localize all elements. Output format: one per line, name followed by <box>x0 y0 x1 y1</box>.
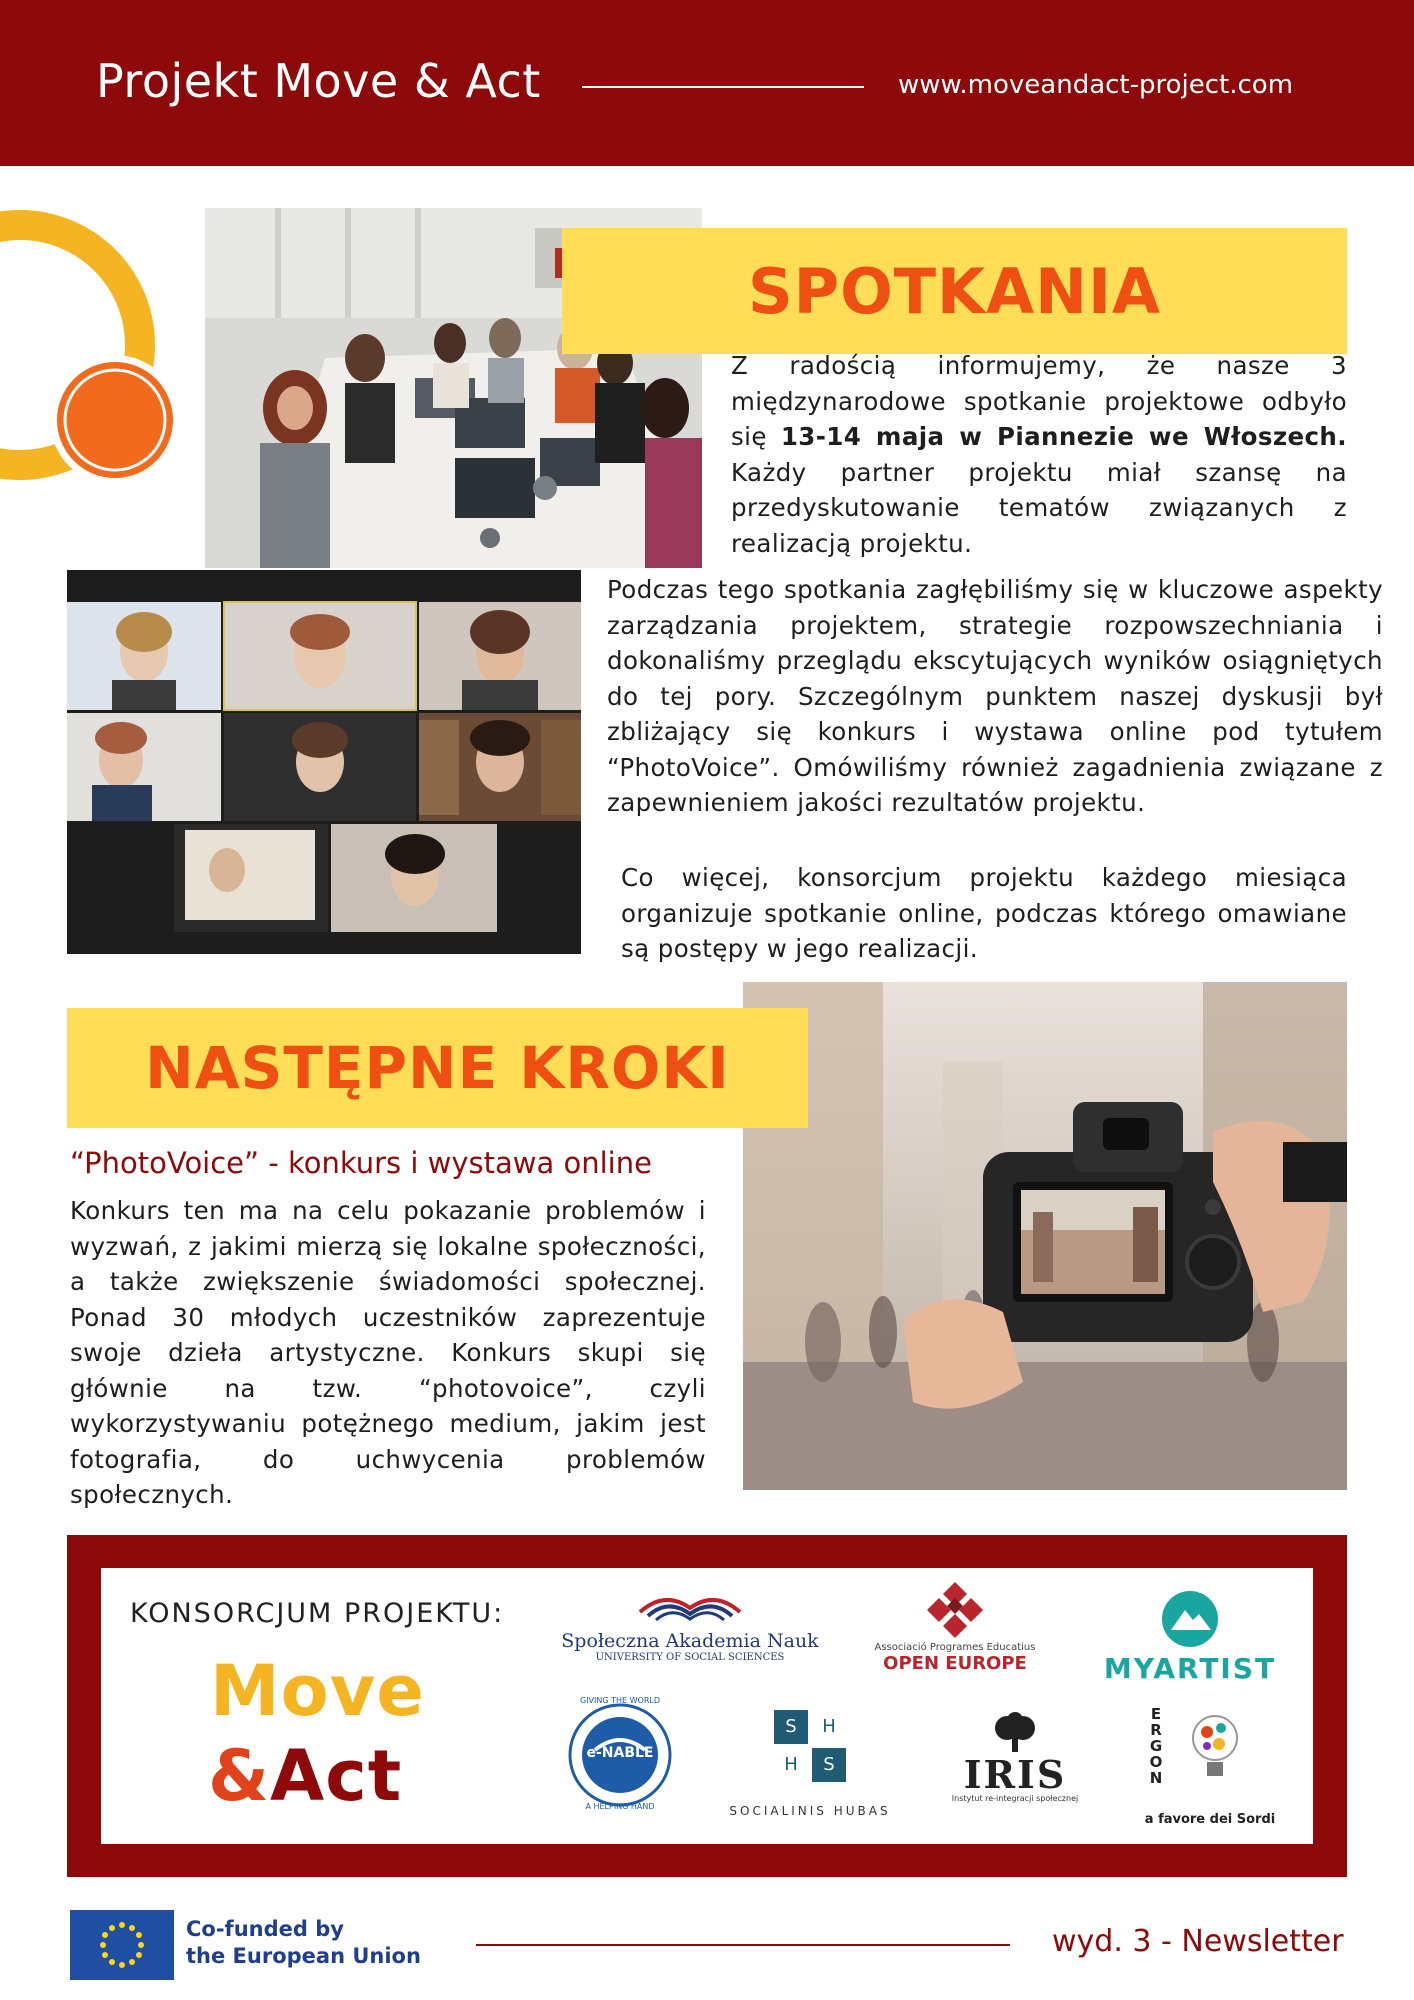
myartist-logo <box>1095 1590 1285 1685</box>
open-europe-line1: Associació Programes Educatius <box>874 1642 1036 1653</box>
photovoice-paragraph: Konkurs ten ma na celu pokazanie problemów i wyzwań, z jakimi mierzą się lokalne społeczności, a także zwiększenie świadomości społecznej. Ponad 30 młodych uczestników zaprezentuje swoje dzieła artystyczne. Konkurs skupi się głównie na tzw. “photovoice”, czyli wykorzystywaniu potężnego medium, jakim jest fotografia, do uchwycenia problemów społecznych. <box>70 1196 706 1509</box>
intro-text-a: Z radością informujemy, że nasze 3 międzynarodowe spotkanie projektowe odbyło się <box>731 351 1347 451</box>
iris-name: IRIS <box>963 1752 1067 1797</box>
photovoice-subheading: “PhotoVoice” - konkurs i wystawa online <box>70 1146 652 1180</box>
intro-text-bold: 13-14 maja w Piannezie we Włoszech. <box>780 422 1347 451</box>
next-steps-headline: NASTĘPNE KROKI <box>145 1034 730 1102</box>
consortium-label: KONSORCJUM PROJEKTU: <box>130 1598 505 1629</box>
shhs-cell: S <box>774 1710 808 1744</box>
move-and-act-logo-move: Move <box>210 1650 425 1732</box>
logo-act-word: Act <box>270 1735 403 1817</box>
logo-ampersand: & <box>208 1735 271 1817</box>
meetings-headline: SPOTKANIA <box>747 254 1162 328</box>
shhs-cell: H <box>812 1710 846 1744</box>
iris-logo <box>940 1712 1090 1803</box>
enable-greece-logo <box>565 1696 675 1814</box>
ergon-subtitle: a favore dei Sordi <box>1144 1812 1276 1827</box>
meetings-paragraph-2: Podczas tego spotkania zagłębiliśmy się w kluczowe aspekty zarządzania projektem, strategie rozpowszechniania i dokonaliśmy przeglądu ekscytujących wyników osiągniętych do tej pory. Szczególnym punktem naszej dyskusji był zbliżający się konkurs i wystawa online pod tytułem “PhotoVoice”. Omówiliśmy również zagadnienia związane z zapewnieniem jakości rezultatów projektu. <box>607 575 1383 817</box>
project-website-link[interactable]: www.moveandact-project.com <box>898 70 1294 100</box>
intro-text-b: Każdy partner projektu miał szansę na przedyskutowanie tematów związanych z realizacją projektu. <box>731 457 1347 558</box>
eu-flag-icon <box>70 1910 174 1980</box>
san-subtitle: UNIVERSITY OF SOCIAL SCIENCES <box>595 1652 785 1663</box>
eu-cofunded-label <box>186 1916 421 1970</box>
myartist-name: MYARTIST <box>1103 1652 1277 1685</box>
eu-line-2: the European Union <box>186 1944 421 1968</box>
socialinis-hubas-logo <box>725 1710 895 1818</box>
newsletter-title: Projekt Move & Act <box>96 54 541 108</box>
shhs-cell: S <box>812 1748 846 1782</box>
enable-ring-top: GIVING THE WORLD <box>580 1696 660 1705</box>
video-call-screenshot <box>67 570 581 954</box>
san-name: Społeczna Akademia Nauk <box>561 1630 819 1652</box>
meetings-headline-box <box>562 228 1347 354</box>
tree-icon <box>985 1712 1045 1752</box>
open-book-icon <box>630 1582 750 1622</box>
enable-ring-bottom: A HELPING HAND <box>585 1802 655 1811</box>
header-divider <box>582 86 864 88</box>
san-logo <box>560 1582 820 1663</box>
decorative-circles <box>0 205 180 525</box>
next-steps-headline-box <box>67 1008 808 1128</box>
header-bar <box>0 0 1414 166</box>
move-and-act-logo-act <box>208 1735 402 1817</box>
mountain-badge-icon <box>1155 1590 1225 1648</box>
shhs-cell: H <box>774 1748 808 1782</box>
iris-subtitle: Instytut re-integracji społecznej <box>951 1794 1079 1803</box>
issue-label: wyd. 3 - Newsletter <box>1052 1924 1344 1959</box>
meetings-paragraph-3: Co więcej, konsorcjum projektu każdego miesiąca organizuje spotkanie online, podczas którego omawiane są postępy w jego realizacji. <box>621 863 1347 963</box>
camera-photo <box>743 982 1347 1490</box>
meetings-intro-paragraph <box>731 348 1347 561</box>
diamond-icon <box>915 1580 995 1638</box>
shhs-grid <box>774 1710 846 1782</box>
enable-name: e-NABLE <box>586 1745 654 1761</box>
ergon-name: ERGON <box>1149 1705 1163 1787</box>
eu-line-1: Co-funded by <box>186 1917 344 1941</box>
colorful-lightbulb-icon <box>1185 1706 1245 1796</box>
open-europe-logo <box>860 1580 1050 1674</box>
socialinis-name: SOCIALINIS HUBAS <box>729 1804 891 1818</box>
footer-divider <box>476 1944 1010 1946</box>
open-europe-line2: OPEN EUROPE <box>883 1653 1027 1674</box>
